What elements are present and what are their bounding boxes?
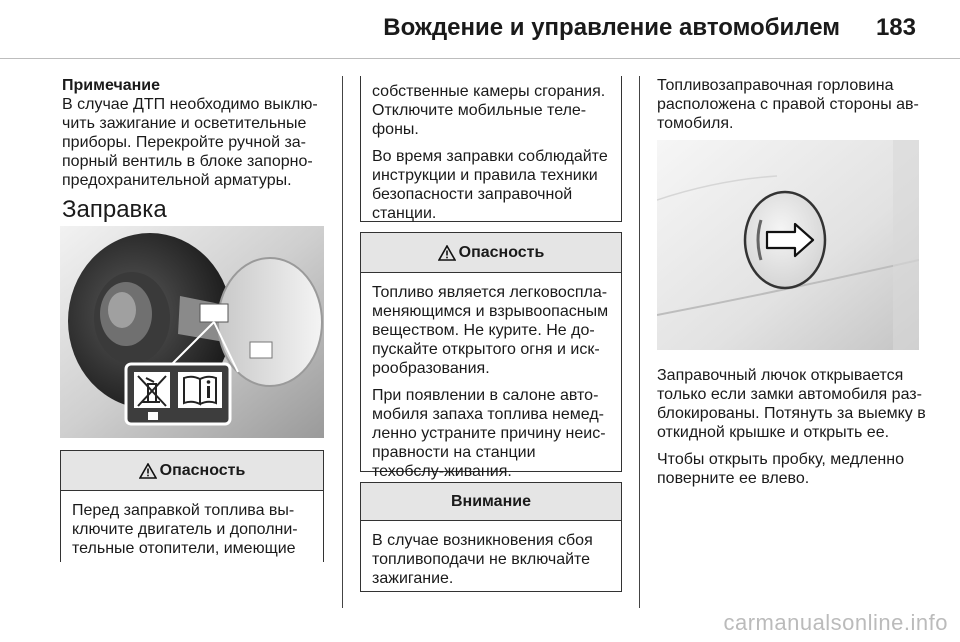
column-3-intro	[657, 76, 929, 133]
danger-box-1-continued	[360, 76, 622, 222]
danger-box-1-body	[61, 491, 323, 558]
header-rule	[0, 58, 960, 59]
caution-box-title: Внимание	[451, 492, 531, 510]
filler-location-text: Топливозаправочная горловина расположена с правой стороны ав-томобиля.	[657, 77, 919, 132]
page-number: 183	[875, 14, 916, 41]
fuel-flap-photo	[657, 140, 919, 350]
fuel-filler-photo	[60, 226, 324, 438]
caution-box-text: В случае возникновения сбоя топливоподачи не включайте зажигание.	[372, 532, 593, 587]
watermark: carmanualsonline.info	[723, 610, 948, 635]
column-divider-left	[342, 76, 343, 608]
danger-box-2-body	[361, 273, 621, 481]
danger-box-1	[60, 450, 324, 562]
flap-unlock-text: Заправочный лючок открывается только если замки автомобиля раз-блокированы. Потянуть за выемку в откидной крышке и открыть ее.	[657, 367, 926, 441]
note-text: В случае ДТП необходимо выклю-чить зажигание и осветительные приборы. Перекройте ручной за-порный вентиль в блоке запорно-предохранительной арматуры.	[62, 96, 318, 189]
caution-box-header	[361, 483, 621, 521]
note-label: Примечание	[62, 77, 161, 94]
danger-box-2	[360, 232, 622, 480]
danger-box-1-continued-body	[361, 76, 621, 223]
caution-box-body	[361, 521, 621, 588]
caution-box	[360, 482, 622, 592]
fuel-filler-illustration	[60, 226, 324, 438]
column-3-body	[657, 366, 929, 488]
danger-box-1-text: Перед заправкой топлива вы-ключите двигатель и дополни-тельные отопители, имеющие	[72, 502, 298, 557]
danger-box-1-title: Опасность	[159, 461, 246, 479]
danger-box-2-para-2: При появлении в салоне авто-мобиля запаха топлива немед-ленно устраните причину неис-правности на станции техобслу-живания.	[372, 387, 606, 480]
warning-triangle-icon	[139, 463, 157, 479]
note-block	[62, 76, 328, 190]
danger-box-2-title: Опасность	[458, 243, 545, 261]
column-divider-right	[639, 76, 640, 608]
cap-open-text: Чтобы открыть пробку, медленно поверните ее влево.	[657, 451, 904, 487]
section-heading: Заправка	[62, 196, 167, 223]
danger-box-2-header	[361, 233, 621, 273]
danger-box-2-para-1: Топливо является легковоспла-меняющимся и взрывоопасным веществом. Не курите. Не до-пускайте открытого огня и иск-рообразования.	[372, 284, 609, 377]
warning-triangle-icon	[438, 245, 456, 261]
danger-box-1-header	[61, 451, 323, 491]
fuel-flap-illustration	[657, 140, 919, 350]
running-header-title: Вождение и управление автомобилем	[383, 14, 840, 41]
danger-box-1-continued-text-1: собственные камеры сгорания. Отключите мобильные теле-фоны.	[372, 83, 606, 138]
danger-box-1-continued-text-2: Во время заправки соблюдайте инструкции и правила техники безопасности заправочной станции.	[372, 148, 608, 222]
